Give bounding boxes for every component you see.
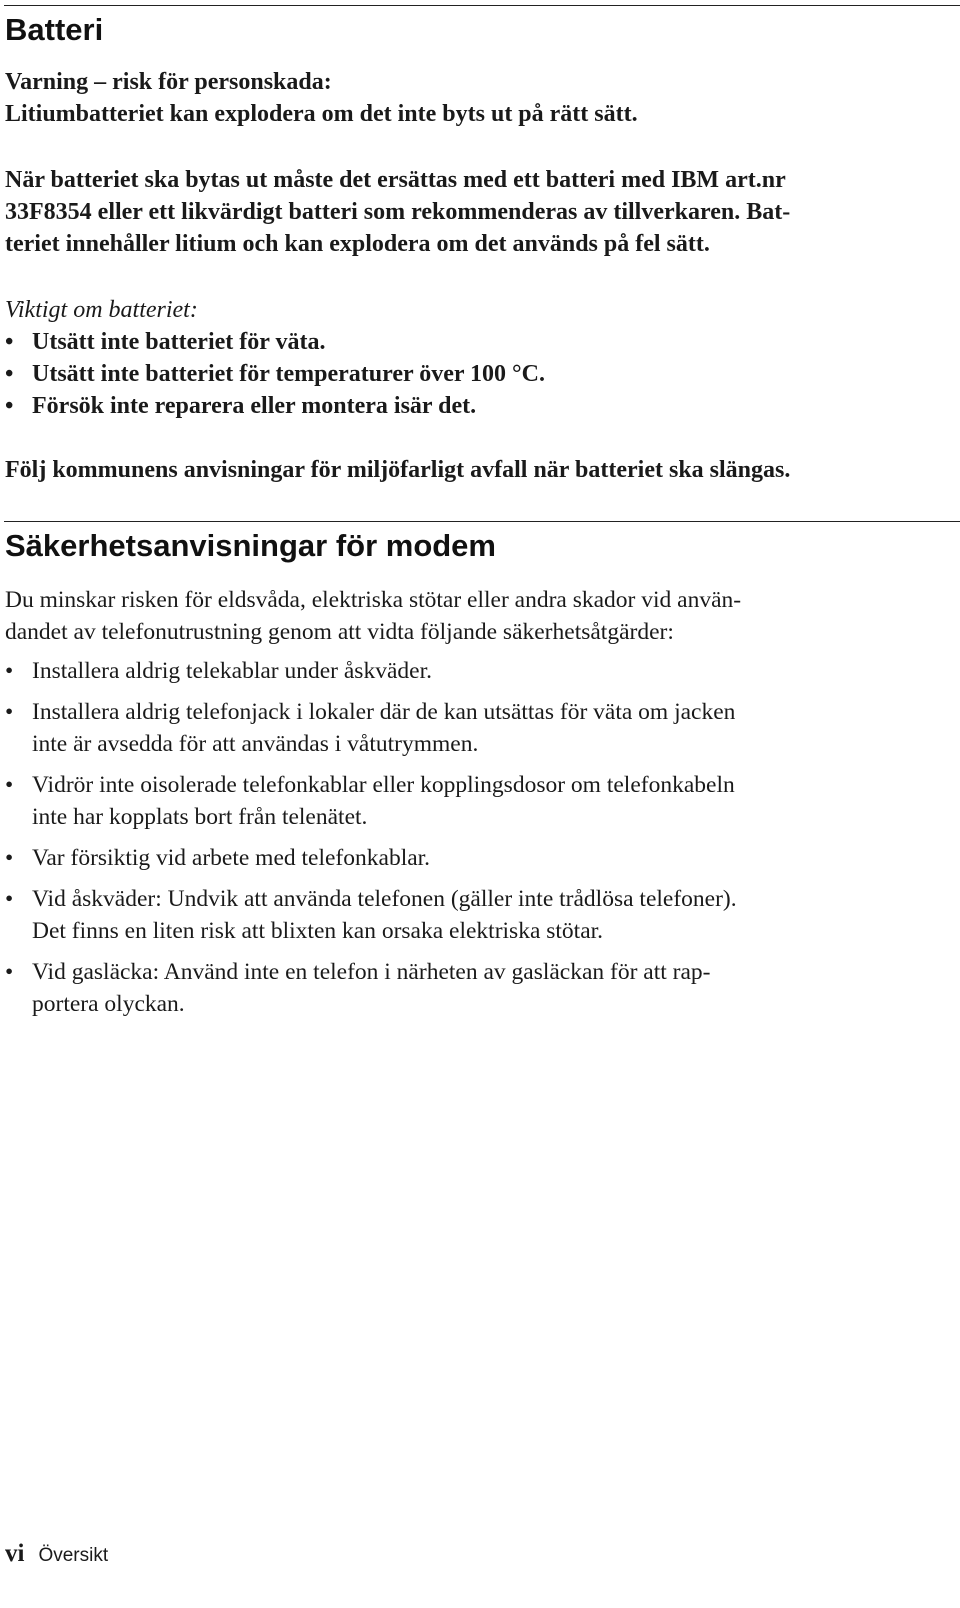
list-item-line: inte är avsedda för att användas i våtutrymmen.: [32, 731, 479, 757]
list-item: [5, 358, 940, 390]
list-item-line: Var försiktig vid arbete med telefonkablar.: [32, 845, 431, 871]
page-footer: [5, 1540, 108, 1568]
list-item-line: Vid gasläcka: Använd inte en telefon i närheten av gasläckan för att rap-: [32, 959, 711, 985]
list-item-line: Installera aldrig telefonjack i lokaler där de kan utsättas för väta om jacken: [32, 699, 736, 725]
footer-section-title: Översikt: [38, 1545, 109, 1566]
bullet-icon: •: [5, 329, 14, 355]
list-item-line: inte har kopplats bort från telenätet.: [32, 804, 368, 830]
bullet-icon: •: [5, 959, 14, 985]
warning-title: Varning – risk för personskada:: [5, 69, 332, 95]
modem-bullet-block: [5, 655, 940, 1029]
modem-bullet-list: [5, 655, 940, 1020]
bullet-icon: •: [5, 699, 14, 725]
disposal-note: [5, 454, 940, 486]
bullet-icon: •: [5, 886, 14, 912]
bullet-icon: •: [5, 772, 14, 798]
list-item: [5, 696, 940, 760]
heading-modem: Säkerhetsanvisningar för modem: [5, 528, 496, 563]
intro-line: Du minskar risken för eldsvåda, elektriska stötar eller andra skador vid använ-: [5, 587, 742, 613]
heading-batteri: Batteri: [5, 12, 104, 47]
battery-paragraph: [5, 164, 940, 260]
section-rule-modem: [4, 521, 960, 522]
paragraph-line: När batteriet ska bytas ut måste det ersättas med ett batteri med IBM art.nr: [5, 167, 786, 193]
list-item: [5, 326, 940, 358]
intro-line: dandet av telefonutrustning genom att vidta följande säkerhetsåtgärder:: [5, 619, 674, 645]
paragraph-line: teriet innehåller litium och kan explodera om det används på fel sätt.: [5, 231, 710, 257]
list-item-line: Vid åskväder: Undvik att använda telefonen (gäller inte trådlösa telefoner).: [32, 886, 737, 912]
bullet-icon: •: [5, 845, 14, 871]
list-item-text: Utsätt inte batteriet för temperaturer över 100 °C.: [32, 361, 545, 387]
bullet-icon: •: [5, 658, 14, 684]
bullet-icon: •: [5, 361, 14, 387]
battery-bullet-list: [5, 326, 940, 422]
important-title: Viktigt om batteriet:: [5, 297, 198, 323]
warning-block: [5, 66, 940, 130]
important-block: [5, 294, 940, 422]
list-item: [5, 883, 940, 947]
list-item: [5, 655, 940, 687]
bullet-icon: •: [5, 393, 14, 419]
warning-text: Litiumbatteriet kan explodera om det inte byts ut på rätt sätt.: [5, 101, 638, 127]
disposal-text: Följ kommunens anvisningar för miljöfarligt avfall när batteriet ska slängas.: [5, 457, 791, 483]
list-item-line: Installera aldrig telekablar under åskväder.: [32, 658, 432, 684]
list-item-text: Utsätt inte batteriet för väta.: [32, 329, 326, 355]
list-item-line: Vidrör inte oisolerade telefonkablar eller kopplingsdosor om telefonkabeln: [32, 772, 735, 798]
list-item-text: Försök inte reparera eller montera isär det.: [32, 393, 477, 419]
modem-intro: [5, 584, 940, 648]
list-item-line: portera olyckan.: [32, 991, 185, 1017]
paragraph-line: 33F8354 eller ett likvärdigt batteri som rekommenderas av tillverkaren. Bat-: [5, 199, 791, 225]
list-item-line: Det finns en liten risk att blixten kan orsaka elektriska stötar.: [32, 918, 604, 944]
list-item: [5, 769, 940, 833]
section-rule-top: [4, 5, 960, 6]
list-item: [5, 956, 940, 1020]
list-item: [5, 390, 940, 422]
page-number: vi: [5, 1540, 25, 1567]
list-item: [5, 842, 940, 874]
